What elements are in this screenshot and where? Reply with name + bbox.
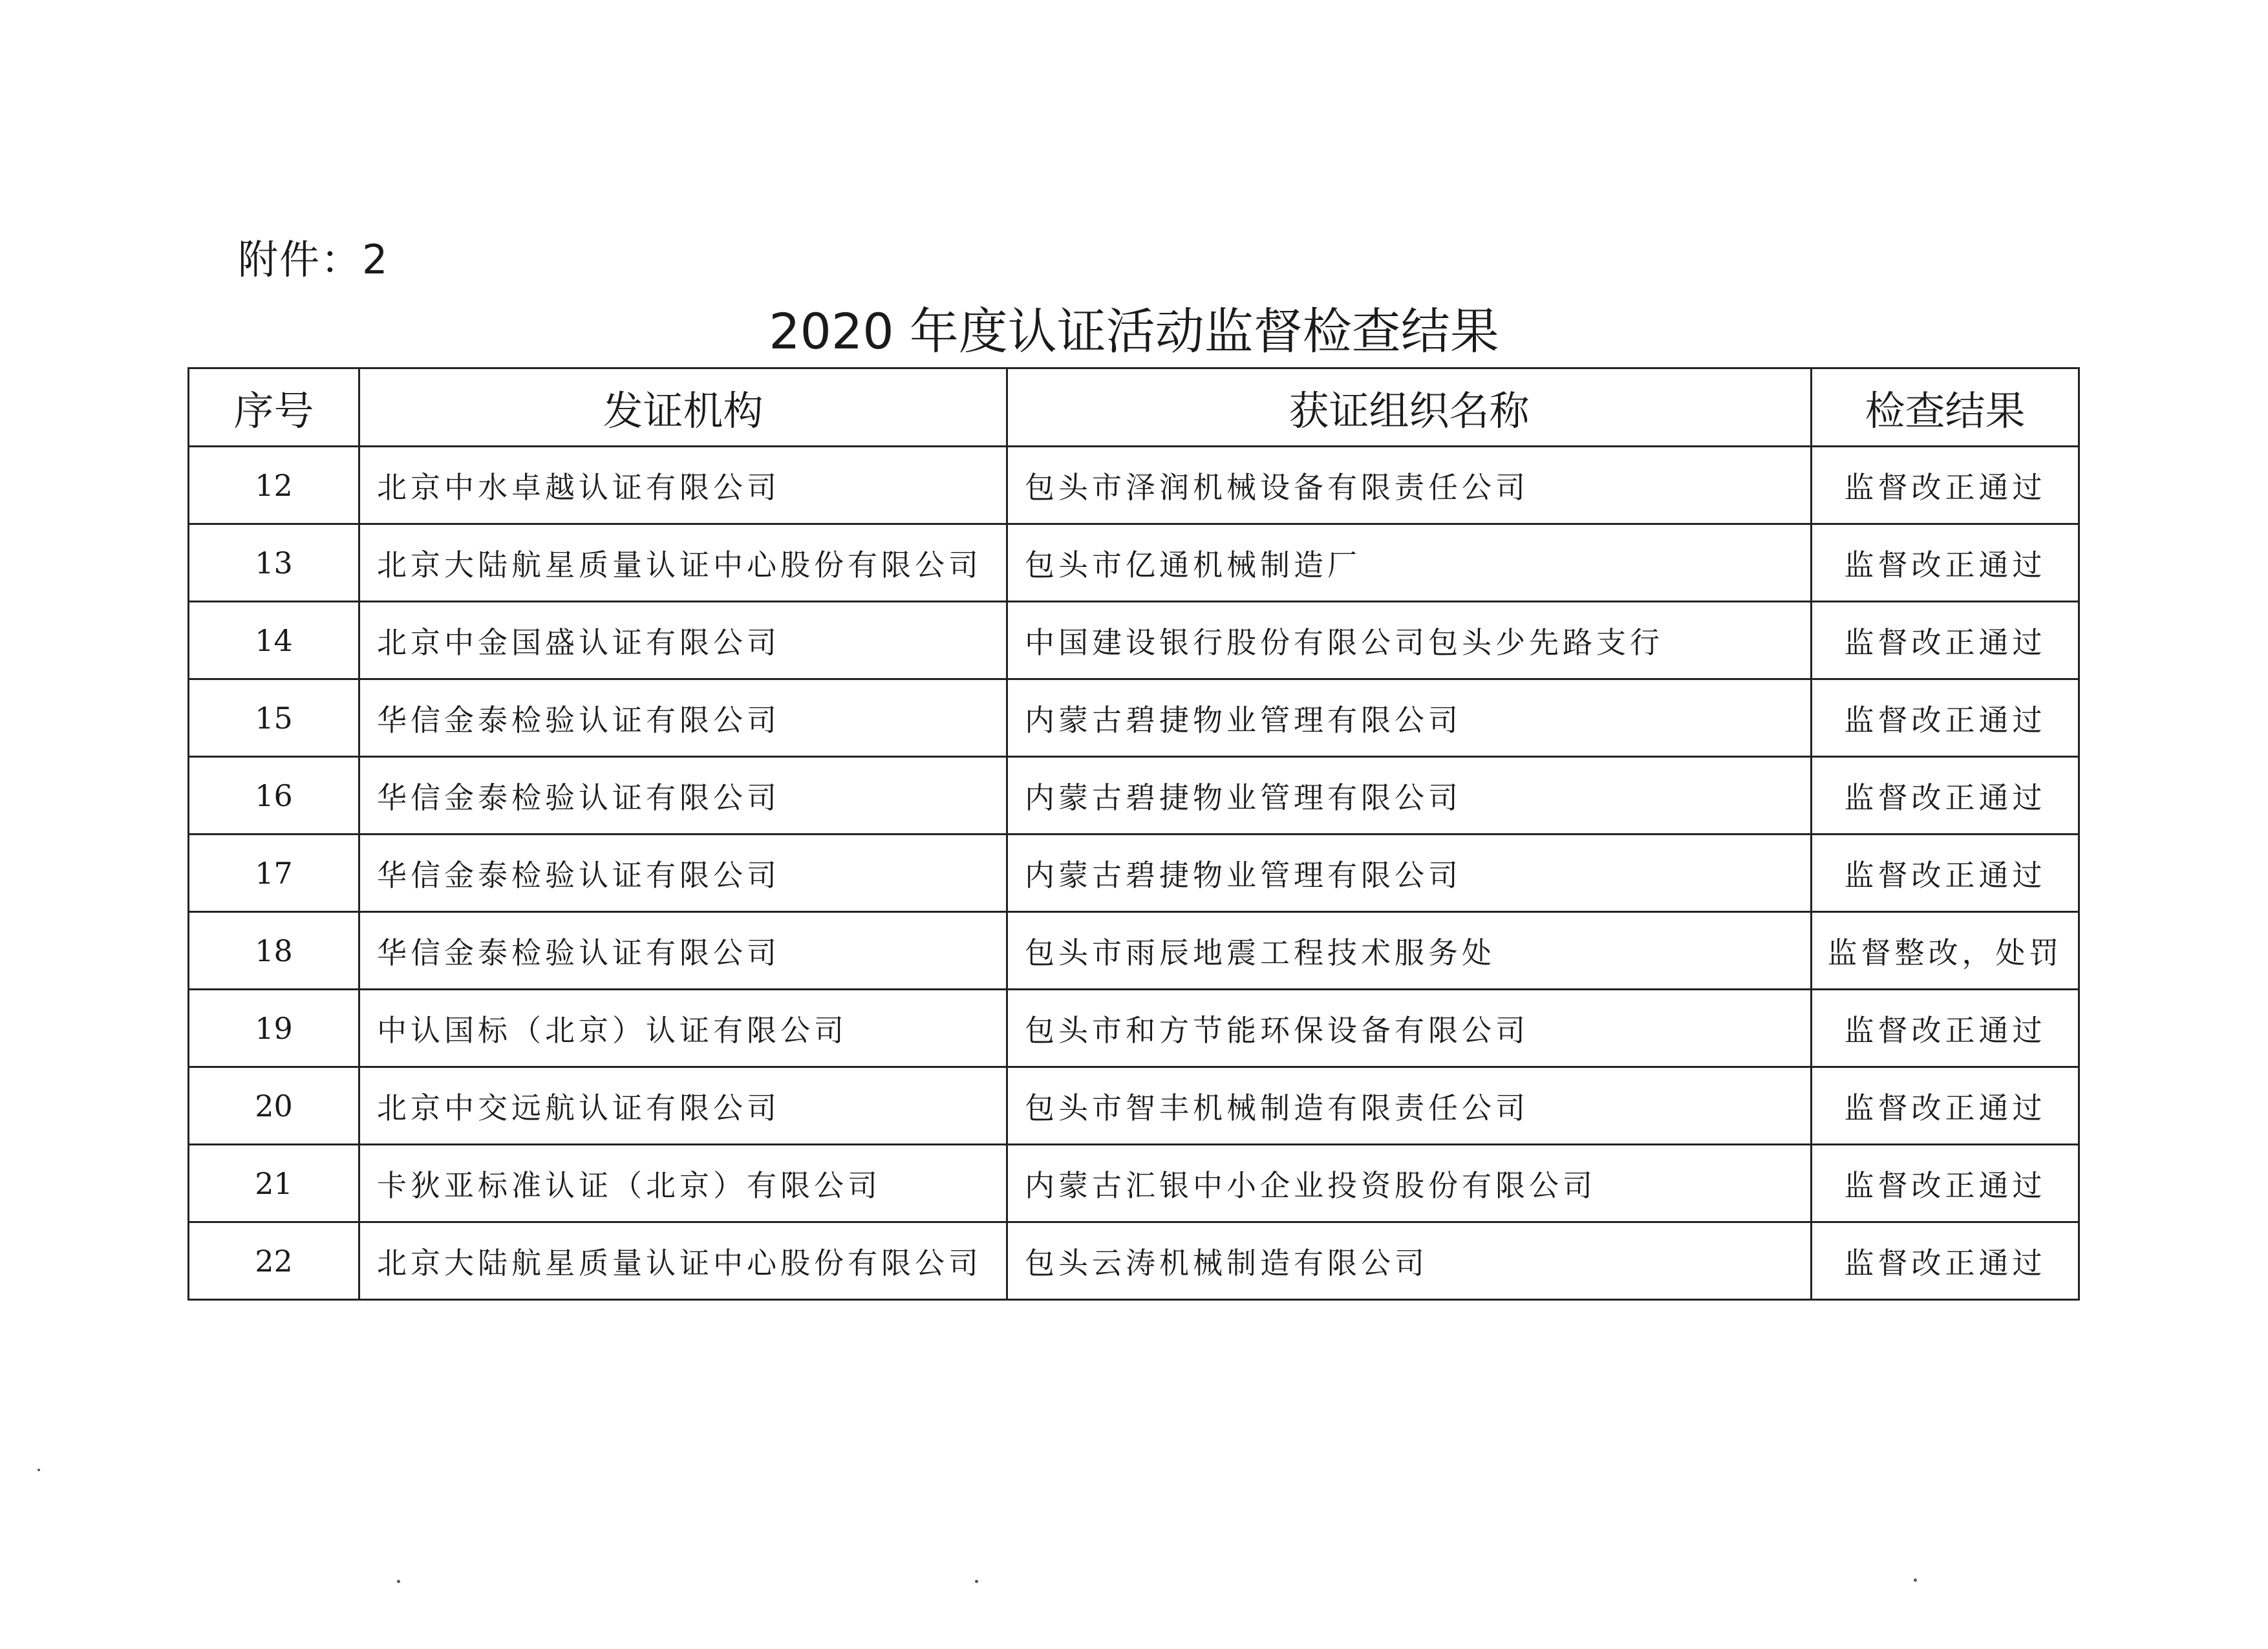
row-seq: 22 bbox=[189, 1222, 359, 1300]
scan-speck bbox=[1914, 1579, 1917, 1582]
row-issuer: 华信金泰检验认证有限公司 bbox=[359, 757, 1007, 835]
table-row bbox=[189, 447, 2079, 524]
row-seq: 17 bbox=[189, 835, 359, 912]
row-result: 监督整改，处罚 bbox=[1812, 912, 2079, 990]
row-result: 监督改正通过 bbox=[1812, 835, 2079, 912]
inspection-results-table bbox=[187, 367, 2080, 1301]
row-result: 监督改正通过 bbox=[1812, 602, 2079, 679]
row-organization: 包头云涛机械制造有限公司 bbox=[1007, 1222, 1812, 1300]
row-issuer: 北京大陆航星质量认证中心股份有限公司 bbox=[359, 1222, 1007, 1300]
row-result: 监督改正通过 bbox=[1812, 757, 2079, 835]
table-row bbox=[189, 679, 2079, 757]
row-organization: 包头市泽润机械设备有限责任公司 bbox=[1007, 447, 1812, 524]
row-result: 监督改正通过 bbox=[1812, 990, 2079, 1067]
row-issuer: 北京中交远航认证有限公司 bbox=[359, 1067, 1007, 1145]
row-organization: 包头市和方节能环保设备有限公司 bbox=[1007, 990, 1812, 1067]
row-issuer: 华信金泰检验认证有限公司 bbox=[359, 835, 1007, 912]
table-body bbox=[189, 447, 2079, 1300]
row-result: 监督改正通过 bbox=[1812, 679, 2079, 757]
header-organization: 获证组织名称 bbox=[1007, 368, 1812, 447]
table-header bbox=[189, 368, 2079, 447]
row-organization: 包头市亿通机械制造厂 bbox=[1007, 524, 1812, 602]
table-row bbox=[189, 524, 2079, 602]
table-row bbox=[189, 912, 2079, 990]
scan-speck bbox=[975, 1580, 978, 1583]
table-row bbox=[189, 1067, 2079, 1145]
header-issuer: 发证机构 bbox=[359, 368, 1007, 447]
row-seq: 18 bbox=[189, 912, 359, 990]
row-result: 监督改正通过 bbox=[1812, 1145, 2079, 1222]
row-organization: 中国建设银行股份有限公司包头少先路支行 bbox=[1007, 602, 1812, 679]
row-result: 监督改正通过 bbox=[1812, 1067, 2079, 1145]
row-result: 监督改正通过 bbox=[1812, 1222, 2079, 1300]
table-row bbox=[189, 990, 2079, 1067]
header-row bbox=[189, 368, 2079, 447]
row-seq: 16 bbox=[189, 757, 359, 835]
row-result: 监督改正通过 bbox=[1812, 524, 2079, 602]
table-row bbox=[189, 835, 2079, 912]
row-seq: 21 bbox=[189, 1145, 359, 1222]
row-seq: 20 bbox=[189, 1067, 359, 1145]
row-issuer: 北京中水卓越认证有限公司 bbox=[359, 447, 1007, 524]
table-row bbox=[189, 1145, 2079, 1222]
row-organization: 包头市智丰机械制造有限责任公司 bbox=[1007, 1067, 1812, 1145]
scan-speck bbox=[397, 1580, 400, 1583]
row-seq: 12 bbox=[189, 447, 359, 524]
table-row bbox=[189, 1222, 2079, 1300]
header-result: 检查结果 bbox=[1812, 368, 2079, 447]
row-issuer: 卡狄亚标准认证（北京）有限公司 bbox=[359, 1145, 1007, 1222]
row-organization: 包头市雨辰地震工程技术服务处 bbox=[1007, 912, 1812, 990]
row-seq: 15 bbox=[189, 679, 359, 757]
row-issuer: 中认国标（北京）认证有限公司 bbox=[359, 990, 1007, 1067]
row-issuer: 华信金泰检验认证有限公司 bbox=[359, 912, 1007, 990]
row-issuer: 北京中金国盛认证有限公司 bbox=[359, 602, 1007, 679]
row-result: 监督改正通过 bbox=[1812, 447, 2079, 524]
table-row bbox=[189, 602, 2079, 679]
row-issuer: 华信金泰检验认证有限公司 bbox=[359, 679, 1007, 757]
row-organization: 内蒙古碧捷物业管理有限公司 bbox=[1007, 679, 1812, 757]
header-seq: 序号 bbox=[189, 368, 359, 447]
document-title: 2020 年度认证活动监督检查结果 bbox=[769, 303, 1499, 360]
row-issuer: 北京大陆航星质量认证中心股份有限公司 bbox=[359, 524, 1007, 602]
scan-speck bbox=[37, 1469, 40, 1471]
row-seq: 19 bbox=[189, 990, 359, 1067]
attachment-label: 附件：2 bbox=[238, 236, 389, 283]
row-seq: 13 bbox=[189, 524, 359, 602]
row-seq: 14 bbox=[189, 602, 359, 679]
table-row bbox=[189, 757, 2079, 835]
row-organization: 内蒙古汇银中小企业投资股份有限公司 bbox=[1007, 1145, 1812, 1222]
row-organization: 内蒙古碧捷物业管理有限公司 bbox=[1007, 835, 1812, 912]
row-organization: 内蒙古碧捷物业管理有限公司 bbox=[1007, 757, 1812, 835]
